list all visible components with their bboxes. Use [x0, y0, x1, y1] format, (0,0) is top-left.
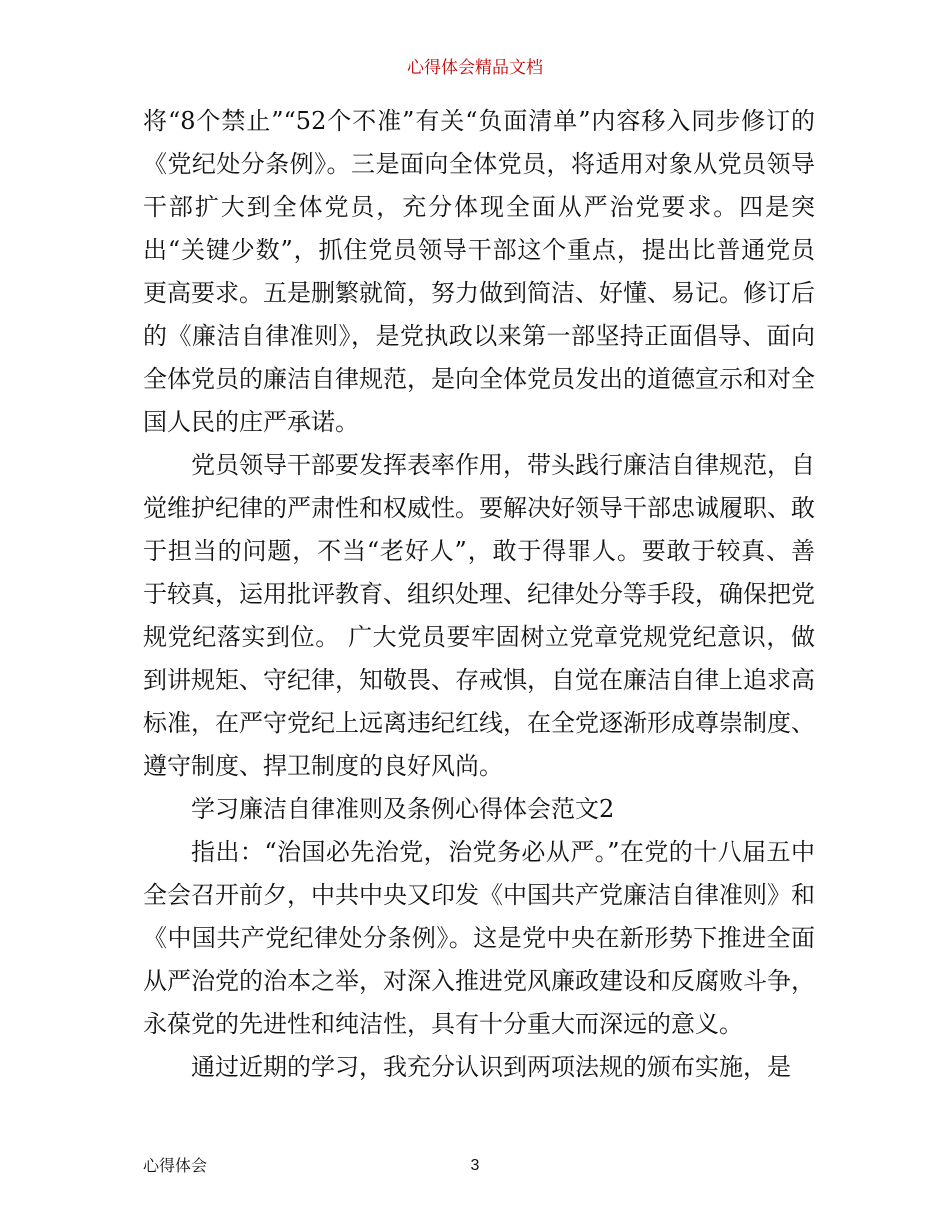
page-number: 3	[470, 1157, 480, 1174]
document-header: 心得体会精品文档	[407, 58, 543, 78]
document-body	[143, 100, 815, 1089]
section-heading: 学习廉洁自律准则及条例心得体会范文2	[191, 795, 615, 823]
paragraph-study: 通过近期的学习，我充分认识到两项法规的颁布实施，是	[191, 1053, 791, 1081]
paragraph-continuation: 将“8个禁止”“52个不准”有关“负面清单”内容移入同步修订的《党纪处分条例》。三是面向全体党员，将适用对象从党员领导干部扩大到全体党员，充分体现全面从严治党要求。四是突出“关键少数”，抓住党员领导干部这个重点，提出比普通党员更高要求。五是删繁就简，努力做到简洁、好懂、易记。修订后的《廉洁自律准则》，是党执政以来第一部坚持正面倡导、面向全体党员的廉洁自律规范，是向全体党员发出的道德宣示和对全国人民的庄严承诺。	[143, 107, 815, 436]
paragraph-leaders-role: 党员领导干部要发挥表率作用，带头践行廉洁自律规范，自觉维护纪律的严肃性和权威性。要解决好领导干部忠诚履职、敢于担当的问题，不当“老好人”，敢于得罪人。要敢于较真、善于较真，运用批评教育、组织处理、纪律处分等手段，确保把党规党纪落实到位。 广大党员要牢固树立党章党规党纪意识，做到讲规矩、守纪律，知敬畏、存戒惧，自觉在廉洁自律上追求高标准，在严守党纪上远离违纪红线，在全党逐渐形成尊崇制度、遵守制度、捍卫制度的良好风尚。	[143, 451, 815, 780]
paragraph-quote: 指出：“治国必先治党，治党务必从严。”在党的十八届五中全会召开前夕，中共中央又印发《中国共产党廉洁自律准则》和《中国共产党纪律处分条例》。这是党中央在新形势下推进全面从严治党的治本之举，对深入推进党风廉政建设和反腐败斗争，永葆党的先进性和纯洁性，具有十分重大而深远的意义。	[143, 838, 815, 1038]
footer-label: 心得体会	[143, 1156, 208, 1175]
